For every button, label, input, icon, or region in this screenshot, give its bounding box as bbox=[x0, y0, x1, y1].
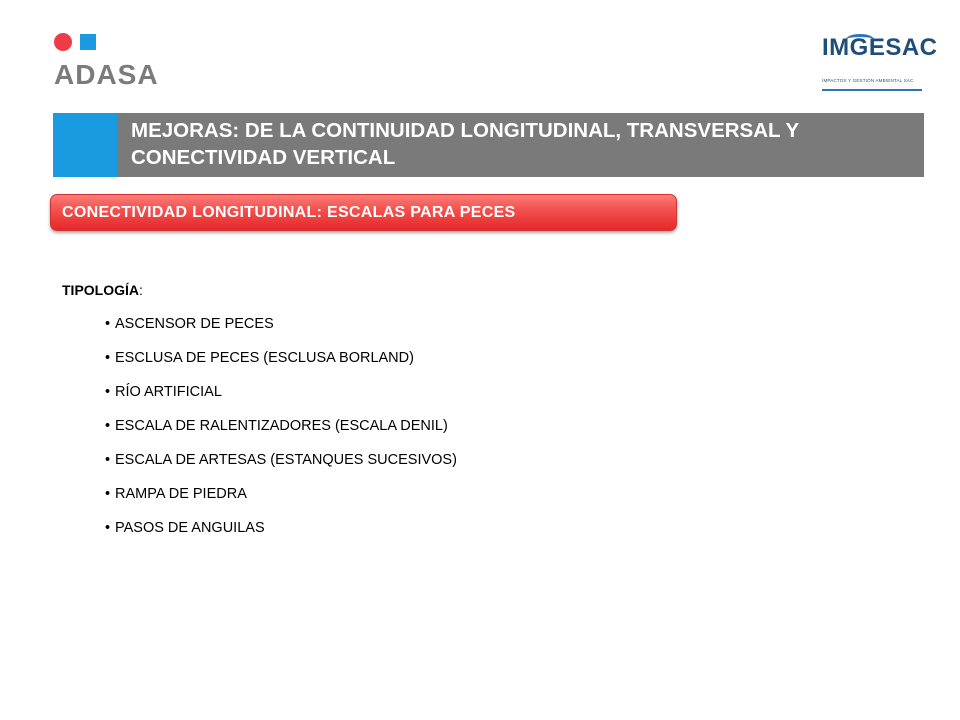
list-item-label: ESCALA DE RALENTIZADORES (ESCALA DENIL) bbox=[115, 418, 448, 434]
bullet-icon: • bbox=[105, 520, 111, 536]
list-item-label: RÍO ARTIFICIAL bbox=[115, 384, 222, 400]
list-item bbox=[105, 416, 457, 450]
bullet-icon: • bbox=[105, 418, 111, 434]
list-item-label: PASOS DE ANGUILAS bbox=[115, 520, 265, 536]
list-item bbox=[105, 348, 457, 382]
imgesac-tagline: IMPACTOS Y GESTIÓN AMBIENTAL SAC bbox=[822, 78, 914, 83]
imgesac-wordmark: IMGESAC bbox=[822, 34, 938, 61]
list-item bbox=[105, 450, 457, 484]
adasa-wordmark: ADASA bbox=[54, 59, 159, 90]
list-item-label: RAMPA DE PIEDRA bbox=[115, 486, 247, 502]
page-title: MEJORAS: DE LA CONTINUIDAD LONGITUDINAL, TRANSVERSAL Y CONECTIVIDAD VERTICAL bbox=[131, 119, 799, 169]
section-subtitle-banner bbox=[50, 194, 677, 231]
bullet-icon: • bbox=[105, 316, 111, 332]
list-item-label: ASCENSOR DE PECES bbox=[115, 316, 274, 332]
list-item-label: ESCLUSA DE PECES (ESCLUSA BORLAND) bbox=[115, 350, 414, 366]
adasa-logo bbox=[54, 33, 174, 93]
tipologia-heading bbox=[62, 280, 143, 300]
section-subtitle: CONECTIVIDAD LONGITUDINAL: ESCALAS PARA PECES bbox=[62, 204, 516, 221]
list-item bbox=[105, 382, 457, 416]
blue-square-icon bbox=[80, 34, 96, 50]
bullet-icon: • bbox=[105, 486, 111, 502]
title-bar bbox=[53, 113, 924, 177]
bullet-icon: • bbox=[105, 452, 111, 468]
list-item bbox=[105, 518, 457, 552]
red-circle-icon bbox=[54, 33, 72, 51]
tipologia-heading-colon: : bbox=[139, 282, 143, 298]
imgesac-underline bbox=[822, 89, 922, 91]
bullet-icon: • bbox=[105, 350, 111, 366]
list-item bbox=[105, 484, 457, 518]
list-item-label: ESCALA DE ARTESAS (ESTANQUES SUCESIVOS) bbox=[115, 452, 457, 468]
tipologia-list bbox=[105, 314, 457, 552]
list-item bbox=[105, 314, 457, 348]
title-accent-block bbox=[53, 113, 118, 177]
imgesac-logo bbox=[818, 34, 938, 96]
tipologia-heading-label: TIPOLOGÍA bbox=[62, 282, 139, 298]
bullet-icon: • bbox=[105, 384, 111, 400]
